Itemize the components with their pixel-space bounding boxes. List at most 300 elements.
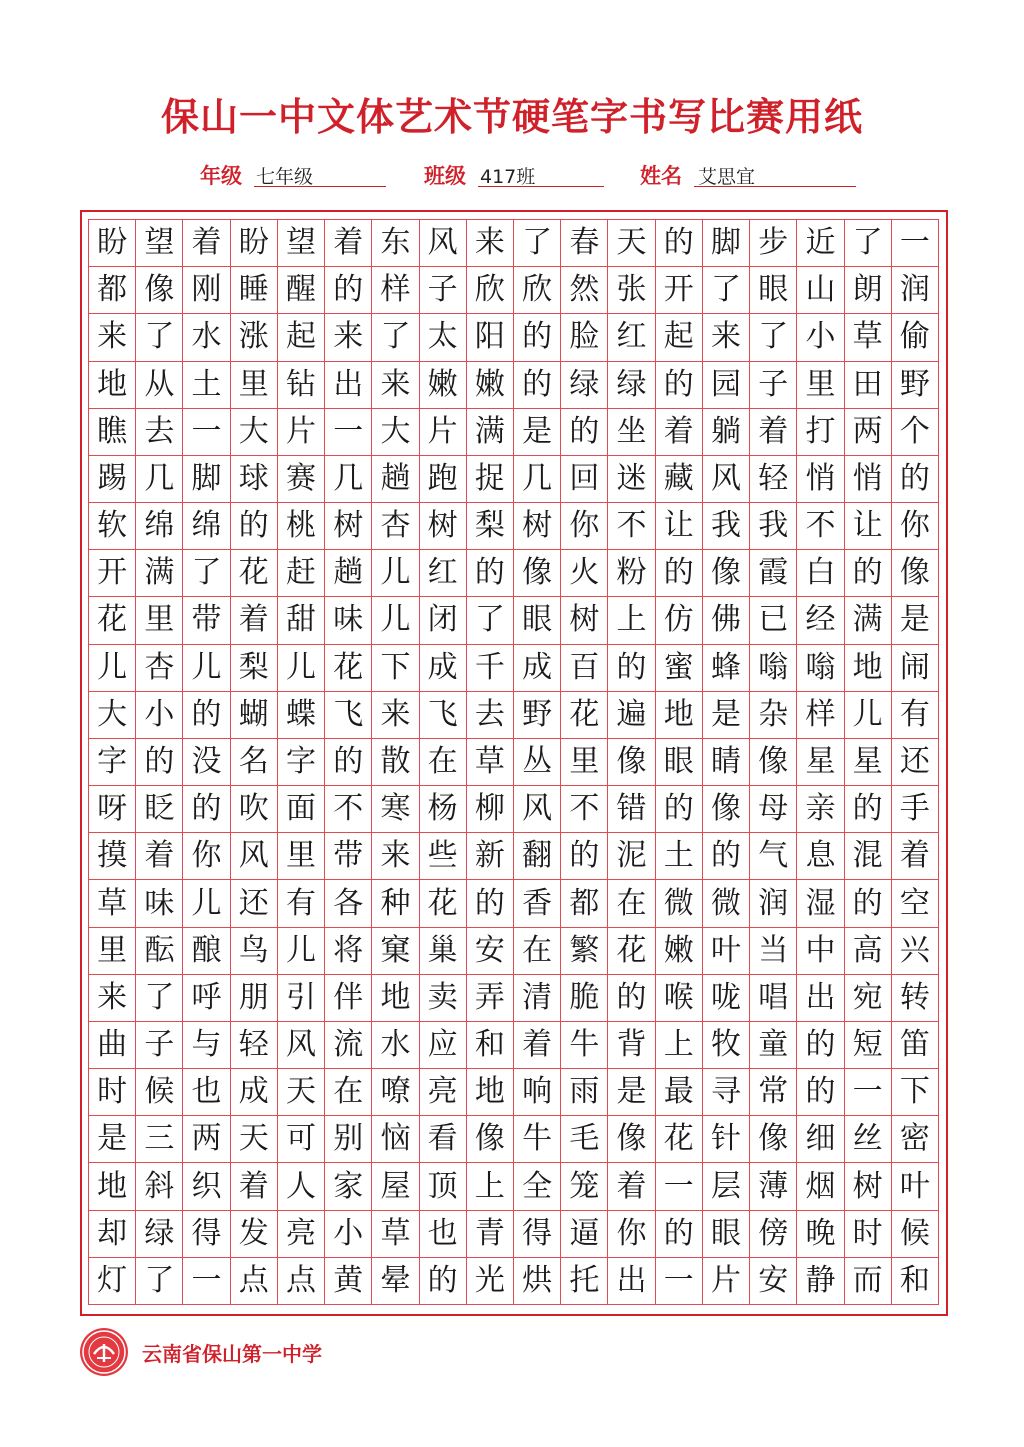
- grid-cell: 丝: [845, 1116, 892, 1163]
- grid-cell: 片: [703, 1258, 750, 1305]
- grid-cell: 不: [797, 503, 844, 550]
- grid-cell: 也: [420, 1211, 467, 1258]
- grid-cell: 绵: [183, 503, 230, 550]
- grid-cell: 趟: [325, 550, 372, 597]
- grid-cell: 微: [703, 880, 750, 927]
- grid-cell: 睡: [231, 267, 278, 314]
- grid-cell: 山: [797, 267, 844, 314]
- grid-cell: 候: [136, 1069, 183, 1116]
- grid-cell: 然: [561, 267, 608, 314]
- grid-cell: 的: [467, 550, 514, 597]
- grid-cell: 傍: [750, 1211, 797, 1258]
- grid-cell: 湿: [797, 880, 844, 927]
- grid-cell: 地: [656, 692, 703, 739]
- grid-cell: 儿: [372, 550, 419, 597]
- grid-cell: 密: [892, 1116, 939, 1163]
- grid-cell: 草: [467, 739, 514, 786]
- grid-cell: 带: [325, 833, 372, 880]
- grid-cell: 跑: [420, 456, 467, 503]
- grid-cell: 树: [845, 1163, 892, 1210]
- grid-cell: 嗡: [797, 645, 844, 692]
- grid-cell: 火: [561, 550, 608, 597]
- grid-cell: 的: [656, 1211, 703, 1258]
- grid-cell: 你: [183, 833, 230, 880]
- grid-cell: 轻: [750, 456, 797, 503]
- grid-cell: 在: [608, 880, 655, 927]
- grid-cell: 兴: [892, 928, 939, 975]
- grid-cell: 闹: [892, 645, 939, 692]
- grid-cell: 桃: [278, 503, 325, 550]
- grid-cell: 里: [561, 739, 608, 786]
- grid-cell: 三: [136, 1116, 183, 1163]
- grid-cell: 欣: [467, 267, 514, 314]
- grid-cell: 了: [703, 267, 750, 314]
- grid-cell: 了: [183, 550, 230, 597]
- grid-cell: 花: [231, 550, 278, 597]
- grid-cell: 柳: [467, 786, 514, 833]
- grid-cell: 钻: [278, 362, 325, 409]
- grid-cell: 寻: [703, 1069, 750, 1116]
- grid-cell: 草: [845, 314, 892, 361]
- grid-cell: 大: [372, 409, 419, 456]
- grid-cell: 像: [608, 739, 655, 786]
- grid-cell: 一: [183, 1258, 230, 1305]
- grid-cell: 混: [845, 833, 892, 880]
- grid-cell: 味: [136, 880, 183, 927]
- grid-cell: 让: [845, 503, 892, 550]
- grid-cell: 春: [561, 220, 608, 267]
- grid-cell: 打: [797, 409, 844, 456]
- grid-cell: 水: [183, 314, 230, 361]
- name-value: 艾思宜: [698, 166, 756, 188]
- grid-cell: 大: [231, 409, 278, 456]
- grid-cell: 嫩: [656, 928, 703, 975]
- name-field: [640, 160, 856, 190]
- grid-cell: 安: [467, 928, 514, 975]
- grid-cell: 可: [278, 1116, 325, 1163]
- grid-cell: 像: [750, 739, 797, 786]
- grid-cell: 摸: [89, 833, 136, 880]
- grid-cell: 有: [278, 880, 325, 927]
- grid-cell: 绿: [561, 362, 608, 409]
- grid-cell: 花: [325, 645, 372, 692]
- grid-cell: 都: [89, 267, 136, 314]
- grid-cell: 回: [561, 456, 608, 503]
- grid-cell: 着: [514, 1022, 561, 1069]
- grid-cell: 家: [325, 1163, 372, 1210]
- grid-cell: 刚: [183, 267, 230, 314]
- grid-cell: 儿: [372, 597, 419, 644]
- grid-cell: 像: [608, 1116, 655, 1163]
- grid-cell: 百: [561, 645, 608, 692]
- grid-cell: 手: [892, 786, 939, 833]
- grid-cell: 伴: [325, 975, 372, 1022]
- grid-cell: 赛: [278, 456, 325, 503]
- grid-cell: 盼: [231, 220, 278, 267]
- grid-cell: 不: [325, 786, 372, 833]
- grid-cell: 开: [656, 267, 703, 314]
- grid-cell: 的: [514, 314, 561, 361]
- grid-cell: 上: [656, 1022, 703, 1069]
- grid-cell: 样: [797, 692, 844, 739]
- grid-cell: 的: [608, 975, 655, 1022]
- grid-cell: 赶: [278, 550, 325, 597]
- grid-cell: 风: [278, 1022, 325, 1069]
- grid-cell: 着: [608, 1163, 655, 1210]
- grid-cell: 满: [467, 409, 514, 456]
- grid-cell: 里: [136, 597, 183, 644]
- grid-cell: 成: [231, 1069, 278, 1116]
- grid-cell: 时: [89, 1069, 136, 1116]
- grid-cell: 红: [608, 314, 655, 361]
- grid-cell: 一: [892, 220, 939, 267]
- grid-cell: 的: [420, 1258, 467, 1305]
- grid-cell: 织: [183, 1163, 230, 1210]
- grid-cell: 子: [420, 267, 467, 314]
- grade-value: 七年级: [256, 166, 314, 188]
- grid-cell: 了: [750, 314, 797, 361]
- grid-cell: 眼: [750, 267, 797, 314]
- grid-cell: 而: [845, 1258, 892, 1305]
- grid-cell: 空: [892, 880, 939, 927]
- grid-cell: 将: [325, 928, 372, 975]
- grid-cell: 笼: [561, 1163, 608, 1210]
- grid-cell: 小: [136, 692, 183, 739]
- grid-cell: 着: [231, 597, 278, 644]
- grid-cell: 步: [750, 220, 797, 267]
- grid-cell: 丛: [514, 739, 561, 786]
- grid-cell: 嘹: [372, 1069, 419, 1116]
- grid-cell: 飞: [420, 692, 467, 739]
- grid-cell: 层: [703, 1163, 750, 1210]
- grid-cell: 不: [561, 786, 608, 833]
- grid-cell: 甜: [278, 597, 325, 644]
- grade-field: [200, 160, 386, 190]
- grid-cell: 面: [278, 786, 325, 833]
- grid-cell: 来: [372, 362, 419, 409]
- grid-cell: 着: [656, 409, 703, 456]
- grid-cell: 牛: [514, 1116, 561, 1163]
- grid-cell: 了: [845, 220, 892, 267]
- grid-cell: 名: [231, 739, 278, 786]
- grid-cell: 红: [420, 550, 467, 597]
- grid-cell: 树: [561, 597, 608, 644]
- grid-cell: 在: [420, 739, 467, 786]
- grid-cell: 逼: [561, 1211, 608, 1258]
- grid-cell: 草: [372, 1211, 419, 1258]
- grid-cell: 出: [797, 975, 844, 1022]
- grid-cell: 的: [797, 1069, 844, 1116]
- grid-cell: 弄: [467, 975, 514, 1022]
- grid-cell: 片: [420, 409, 467, 456]
- grid-cell: 带: [183, 597, 230, 644]
- grid-cell: 绿: [608, 362, 655, 409]
- grid-cell: 酝: [136, 928, 183, 975]
- grid-cell: 粉: [608, 550, 655, 597]
- grid-cell: 树: [420, 503, 467, 550]
- grid-cell: 发: [231, 1211, 278, 1258]
- grid-cell: 呼: [183, 975, 230, 1022]
- grid-cell: 恼: [372, 1116, 419, 1163]
- grid-cell: 的: [845, 880, 892, 927]
- name-label: 姓名: [640, 163, 682, 188]
- grid-cell: 杨: [420, 786, 467, 833]
- grid-cell: 仿: [656, 597, 703, 644]
- grid-cell: 微: [656, 880, 703, 927]
- grid-cell: 是: [608, 1069, 655, 1116]
- grid-cell: 风: [514, 786, 561, 833]
- grid-cell: 瞧: [89, 409, 136, 456]
- grid-cell: 味: [325, 597, 372, 644]
- grid-cell: 脆: [561, 975, 608, 1022]
- grid-cell: 田: [845, 362, 892, 409]
- grid-cell: 的: [183, 692, 230, 739]
- grid-cell: 让: [656, 503, 703, 550]
- grid-cell: 下: [892, 1069, 939, 1116]
- grid-cell: 梨: [231, 645, 278, 692]
- grid-cell: 咙: [703, 975, 750, 1022]
- grid-cell: 静: [797, 1258, 844, 1305]
- grid-cell: 巢: [420, 928, 467, 975]
- grid-cell: 却: [89, 1211, 136, 1258]
- grid-cell: 的: [325, 739, 372, 786]
- grid-cell: 了: [372, 314, 419, 361]
- grid-cell: 脚: [703, 220, 750, 267]
- grid-cell: 了: [514, 220, 561, 267]
- grid-cell: 亲: [797, 786, 844, 833]
- grid-cell: 里: [278, 833, 325, 880]
- grid-cell: 时: [845, 1211, 892, 1258]
- grid-cell: 大: [89, 692, 136, 739]
- grid-cell: 的: [845, 550, 892, 597]
- grid-cell: 你: [892, 503, 939, 550]
- grid-cell: 东: [372, 220, 419, 267]
- grid-cell: 着: [325, 220, 372, 267]
- grid-cell: 还: [892, 739, 939, 786]
- writing-grid: [88, 219, 939, 1305]
- grid-cell: 毛: [561, 1116, 608, 1163]
- grid-cell: 满: [136, 550, 183, 597]
- grid-cell: 星: [797, 739, 844, 786]
- grid-cell: 睛: [703, 739, 750, 786]
- grid-cell: 着: [136, 833, 183, 880]
- grid-cell: 亮: [420, 1069, 467, 1116]
- grid-cell: 香: [514, 880, 561, 927]
- grid-cell: 样: [372, 267, 419, 314]
- grid-cell: 野: [514, 692, 561, 739]
- grid-cell: 几: [514, 456, 561, 503]
- grid-cell: 像: [750, 1116, 797, 1163]
- grid-cell: 候: [892, 1211, 939, 1258]
- grid-cell: 草: [89, 880, 136, 927]
- grid-cell: 儿: [183, 880, 230, 927]
- grid-cell: 的: [656, 550, 703, 597]
- grid-cell: 的: [467, 880, 514, 927]
- grid-cell: 牧: [703, 1022, 750, 1069]
- grid-cell: 的: [703, 833, 750, 880]
- class-value: 417班: [480, 166, 536, 188]
- grid-cell: 泥: [608, 833, 655, 880]
- grid-cell: 牛: [561, 1022, 608, 1069]
- grid-cell: 迷: [608, 456, 655, 503]
- grid-cell: 一: [656, 1258, 703, 1305]
- grid-cell: 看: [420, 1116, 467, 1163]
- grid-cell: 脚: [183, 456, 230, 503]
- grid-cell: 花: [420, 880, 467, 927]
- grid-cell: 涨: [231, 314, 278, 361]
- grid-cell: 偷: [892, 314, 939, 361]
- grid-cell: 儿: [278, 928, 325, 975]
- grid-cell: 来: [467, 220, 514, 267]
- grid-cell: 下: [372, 645, 419, 692]
- grid-cell: 天: [231, 1116, 278, 1163]
- grid-cell: 树: [325, 503, 372, 550]
- grid-cell: 朗: [845, 267, 892, 314]
- grid-cell: 的: [561, 833, 608, 880]
- grid-cell: 针: [703, 1116, 750, 1163]
- grid-cell: 卖: [420, 975, 467, 1022]
- grid-cell: 和: [467, 1022, 514, 1069]
- grid-cell: 遍: [608, 692, 655, 739]
- grid-cell: 蝶: [278, 692, 325, 739]
- grid-cell: 片: [278, 409, 325, 456]
- grid-cell: 球: [231, 456, 278, 503]
- grid-cell: 也: [183, 1069, 230, 1116]
- grid-cell: 唱: [750, 975, 797, 1022]
- grid-cell: 花: [656, 1116, 703, 1163]
- grid-cell: 响: [514, 1069, 561, 1116]
- grid-cell: 来: [372, 692, 419, 739]
- grid-cell: 像: [703, 786, 750, 833]
- grid-cell: 是: [514, 409, 561, 456]
- grid-cell: 野: [892, 362, 939, 409]
- grid-cell: 风: [703, 456, 750, 503]
- grid-cell: 屋: [372, 1163, 419, 1210]
- grid-cell: 地: [372, 975, 419, 1022]
- grid-cell: 斜: [136, 1163, 183, 1210]
- grid-cell: 转: [892, 975, 939, 1022]
- grid-cell: 着: [892, 833, 939, 880]
- grid-cell: 蜜: [656, 645, 703, 692]
- grid-cell: 千: [467, 645, 514, 692]
- grid-cell: 清: [514, 975, 561, 1022]
- grid-cell: 一: [656, 1163, 703, 1210]
- grid-cell: 霞: [750, 550, 797, 597]
- grid-cell: 短: [845, 1022, 892, 1069]
- grid-cell: 眼: [703, 1211, 750, 1258]
- grid-cell: 的: [892, 456, 939, 503]
- grid-cell: 的: [514, 362, 561, 409]
- grid-cell: 是: [703, 692, 750, 739]
- grid-cell: 捉: [467, 456, 514, 503]
- grid-cell: 眼: [514, 597, 561, 644]
- grid-cell: 黄: [325, 1258, 372, 1305]
- grid-cell: 天: [608, 220, 655, 267]
- grid-cell: 流: [325, 1022, 372, 1069]
- grid-cell: 杂: [750, 692, 797, 739]
- grid-cell: 的: [231, 503, 278, 550]
- grid-cell: 别: [325, 1116, 372, 1163]
- grid-cell: 得: [514, 1211, 561, 1258]
- grid-cell: 和: [892, 1258, 939, 1305]
- grid-cell: 来: [89, 314, 136, 361]
- class-field: [424, 160, 604, 190]
- grid-cell: 些: [420, 833, 467, 880]
- grid-cell: 土: [656, 833, 703, 880]
- grid-cell: 还: [231, 880, 278, 927]
- grid-cell: 我: [703, 503, 750, 550]
- grid-cell: 一: [183, 409, 230, 456]
- info-row: [0, 160, 1024, 194]
- grid-cell: 窠: [372, 928, 419, 975]
- grid-cell: 欣: [514, 267, 561, 314]
- grid-cell: 水: [372, 1022, 419, 1069]
- grade-label: 年级: [200, 163, 242, 188]
- grid-cell: 高: [845, 928, 892, 975]
- grid-cell: 醒: [278, 267, 325, 314]
- grid-cell: 曲: [89, 1022, 136, 1069]
- grid-cell: 子: [750, 362, 797, 409]
- grid-cell: 一: [325, 409, 372, 456]
- grid-cell: 近: [797, 220, 844, 267]
- grid-cell: 像: [136, 267, 183, 314]
- grid-cell: 园: [703, 362, 750, 409]
- grid-cell: 我: [750, 503, 797, 550]
- grid-cell: 童: [750, 1022, 797, 1069]
- page-title: 保山一中文体艺术节硬笔字书写比赛用纸: [160, 94, 863, 139]
- grid-cell: 字: [89, 739, 136, 786]
- grid-cell: 张: [608, 267, 655, 314]
- grid-cell: 在: [514, 928, 561, 975]
- grid-cell: 息: [797, 833, 844, 880]
- grid-cell: 土: [183, 362, 230, 409]
- grid-cell: 顶: [420, 1163, 467, 1210]
- grid-cell: 的: [325, 267, 372, 314]
- grid-cell: 已: [750, 597, 797, 644]
- grid-cell: 绵: [136, 503, 183, 550]
- grid-cell: 你: [561, 503, 608, 550]
- grid-cell: 背: [608, 1022, 655, 1069]
- grid-cell: 星: [845, 739, 892, 786]
- grid-cell: 上: [608, 597, 655, 644]
- grid-cell: 脸: [561, 314, 608, 361]
- grid-cell: 坐: [608, 409, 655, 456]
- grid-cell: 都: [561, 880, 608, 927]
- grid-cell: 起: [278, 314, 325, 361]
- grid-cell: 来: [372, 833, 419, 880]
- grid-cell: 了: [136, 1258, 183, 1305]
- grid-cell: 天: [278, 1069, 325, 1116]
- grid-cell: 朋: [231, 975, 278, 1022]
- grid-cell: 的: [561, 409, 608, 456]
- grid-cell: 望: [278, 220, 325, 267]
- grid-cell: 人: [278, 1163, 325, 1210]
- grid-cell: 风: [231, 833, 278, 880]
- grid-cell: 儿: [278, 645, 325, 692]
- grid-cell: 杏: [372, 503, 419, 550]
- grid-cell: 散: [372, 739, 419, 786]
- grid-cell: 出: [608, 1258, 655, 1305]
- grid-cell: 的: [183, 786, 230, 833]
- class-label: 班级: [424, 163, 466, 188]
- grid-cell: 在: [325, 1069, 372, 1116]
- grid-cell: 来: [703, 314, 750, 361]
- grid-cell: 悄: [845, 456, 892, 503]
- grid-cell: 是: [89, 1116, 136, 1163]
- grid-cell: 了: [467, 597, 514, 644]
- grid-cell: 灯: [89, 1258, 136, 1305]
- grid-cell: 躺: [703, 409, 750, 456]
